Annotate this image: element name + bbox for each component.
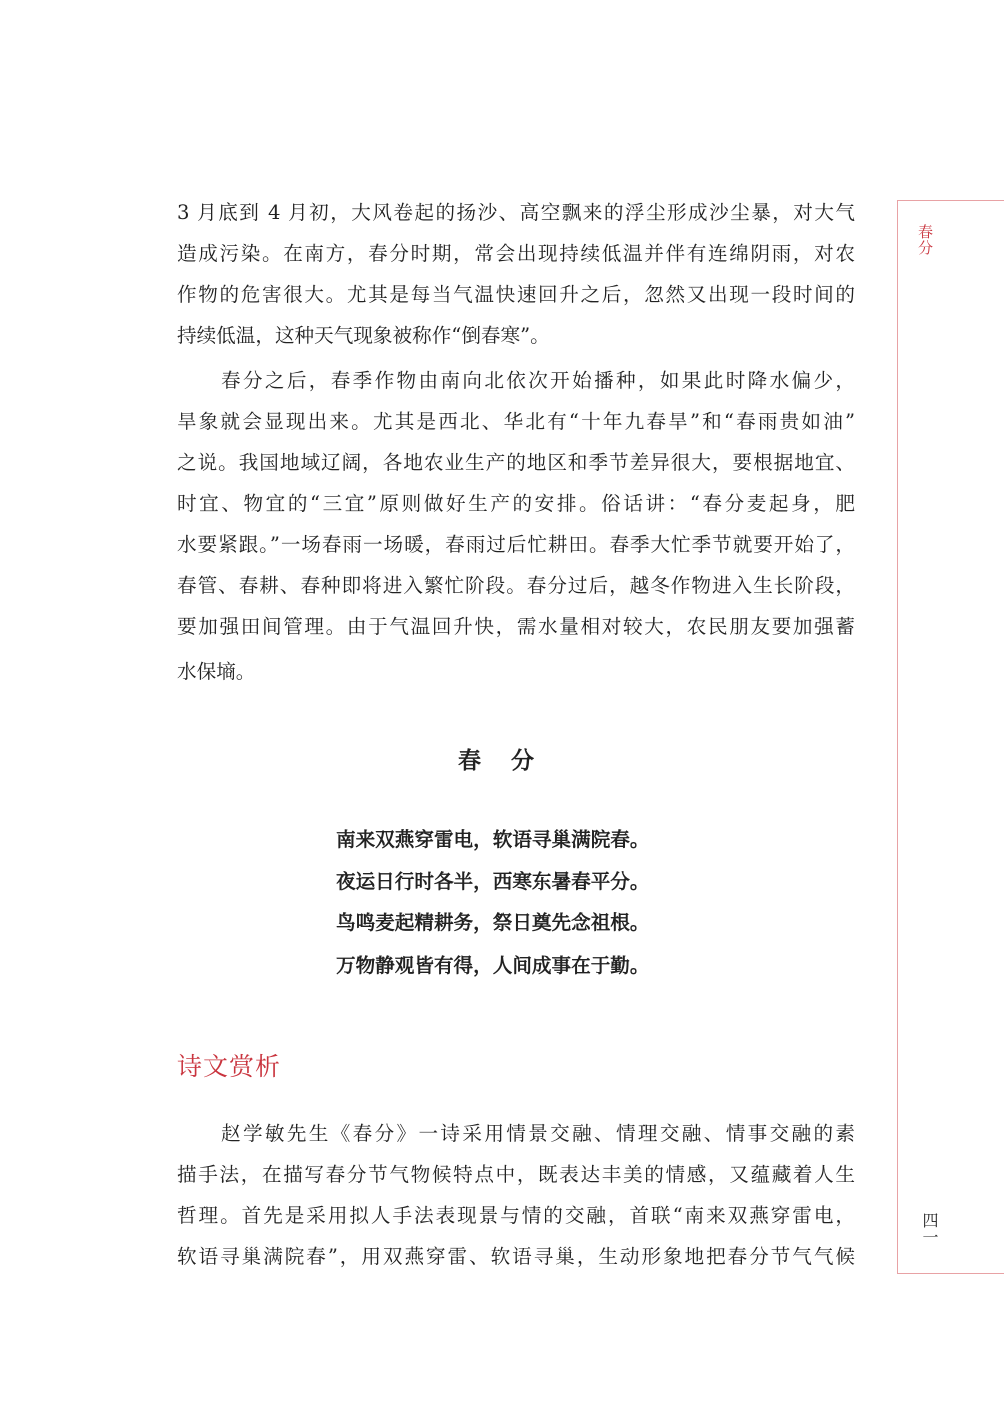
body-text-line: 作物的危害很大。尤其是每当气温快速回升之后，忽然又出现一段时间的 xyxy=(177,283,855,306)
body-text-line: 哲理。首先是采用拟人手法表现景与情的交融，首联“南来双燕穿雷电， xyxy=(177,1204,855,1227)
side-tab-border xyxy=(897,200,1004,1274)
body-text-line: 春管、春耕、春种即将进入繁忙阶段。春分过后，越冬作物进入生长阶段， xyxy=(177,574,855,597)
poem-line: 鸟鸣麦起精耕务，祭日奠先念祖根。 xyxy=(336,911,650,934)
body-text-line: 造成污染。在南方，春分时期，常会出现持续低温并伴有连绵阴雨，对农 xyxy=(177,242,855,265)
poem-line: 夜运日行时各半，西寒东暑春平分。 xyxy=(336,870,650,893)
body-text-line: 水保墒。 xyxy=(177,660,256,683)
page-number: 四一 xyxy=(920,1212,939,1246)
body-text-line: 软语寻巢满院春”，用双燕穿雷、软语寻巢，生动形象地把春分节气气候 xyxy=(177,1245,855,1268)
body-text-line: 赵学敏先生《春分》一诗采用情景交融、情理交融、情事交融的素 xyxy=(221,1122,855,1145)
chapter-label: 春分 xyxy=(916,224,934,256)
section-heading-appreciation: 诗文赏析 xyxy=(177,1052,282,1081)
poem-line: 南来双燕穿雷电，软语寻巢满院春。 xyxy=(336,828,650,851)
poem-title: 春分 xyxy=(458,747,564,774)
body-text-line: 旱象就会显现出来。尤其是西北、华北有“十年九春旱”和“春雨贵如油” xyxy=(177,410,855,433)
body-text-line: 3 月底到 4 月初，大风卷起的扬沙、高空飘来的浮尘形成沙尘暴，对大气 xyxy=(177,201,855,224)
body-text-line: 水要紧跟。”一场春雨一场暖，春雨过后忙耕田。春季大忙季节就要开始了， xyxy=(177,533,855,556)
poem-line: 万物静观皆有得，人间成事在于勤。 xyxy=(336,954,650,977)
body-text-line: 描手法，在描写春分节气物候特点中，既表达丰美的情感，又蕴藏着人生 xyxy=(177,1163,855,1186)
body-text-line: 要加强田间管理。由于气温回升快，需水量相对较大，农民朋友要加强蓄 xyxy=(177,615,855,638)
body-text-line: 时宜、物宜的“三宜”原则做好生产的安排。俗话讲：“春分麦起身，肥 xyxy=(177,492,855,515)
body-text-line: 春分之后，春季作物由南向北依次开始播种，如果此时降水偏少， xyxy=(221,369,855,392)
body-text-line: 之说。我国地域辽阔，各地农业生产的地区和季节差异很大，要根据地宜、 xyxy=(177,451,855,474)
body-text-line: 持续低温，这种天气现象被称作“倒春寒”。 xyxy=(177,324,550,347)
